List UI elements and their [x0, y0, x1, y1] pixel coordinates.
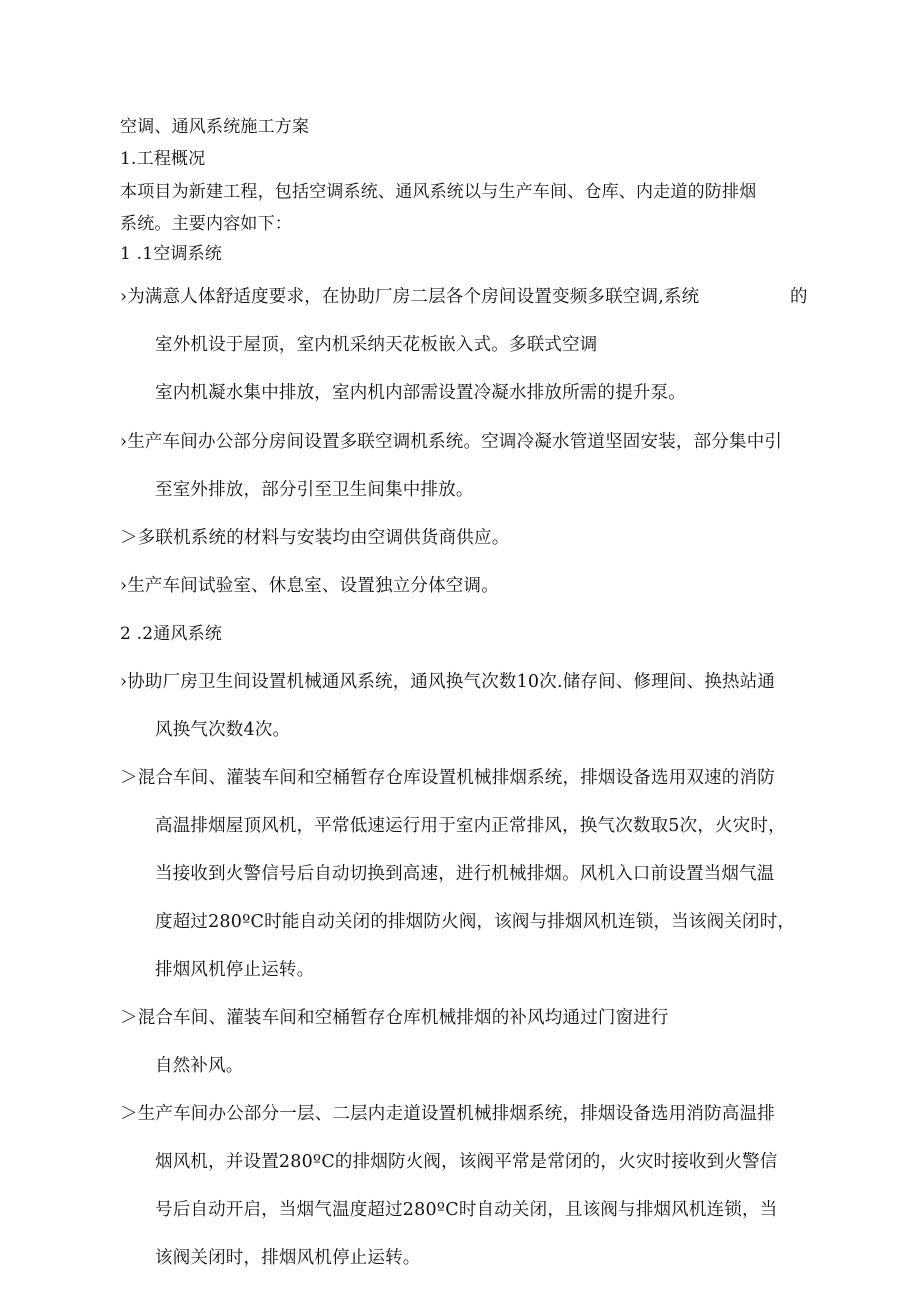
- list-item-line: ＞多联机系统的材料与安装均由空调供货商供应。: [120, 528, 510, 548]
- document-title: 空调、通风系统施工方案: [120, 117, 310, 137]
- section-heading-ac: 1 .1空调系统: [120, 244, 223, 264]
- list-item-line: 风换气次数4次。: [155, 720, 291, 740]
- intro-paragraph-line: 系统。主要内容如下：: [120, 214, 292, 234]
- list-item-line: 号后自动开启，当烟气温度超过280ºC时自动关闭，且该阀与排烟风机连锁，当: [155, 1200, 778, 1220]
- list-item-line: ›生产车间办公部分房间设置多联空调机系统。空调冷凝水管道坚固安装，部分集中引: [120, 432, 783, 452]
- section-heading-ventilation: 2 .2通风系统: [120, 624, 223, 644]
- list-item-line: ＞生产车间办公部分一层、二层内走道设置机械排烟系统，排烟设备选用消防高温排: [120, 1104, 775, 1124]
- list-item-line: 的: [790, 287, 808, 307]
- list-item-line: 高温排烟屋顶风机，平常低速运行用于室内正常排风，换气次数取5次，火灾时，: [155, 816, 786, 836]
- list-item-line: ＞混合车间、灌装车间和空桶暂存仓库机械排烟的补风均通过门窗进行: [120, 1008, 669, 1028]
- list-item-line: 室内机凝水集中排放，室内机内部需设置冷凝水排放所需的提升泵。: [155, 383, 686, 403]
- list-item-line: ＞混合车间、灌装车间和空桶暂存仓库设置机械排烟系统，排烟设备选用双速的消防: [120, 768, 775, 788]
- list-item-line: 排烟风机停止运转。: [155, 960, 315, 980]
- list-item-line: 室外机设于屋顶，室内机采纳天花板嵌入式。多联式空调: [155, 335, 598, 355]
- list-item-line: 当接收到火警信号后自动切换到高速，进行机械排烟。风机入口前设置当烟气温: [155, 864, 775, 884]
- list-item-line: 至室外排放，部分引至卫生间集中排放。: [155, 480, 474, 500]
- list-item-line: ›协助厂房卫生间设置机械通风系统，通风换气次数10次.储存间、修理间、换热站通: [120, 672, 776, 692]
- list-item-line: ›生产车间试验室、休息室、设置独立分体空调。: [120, 576, 499, 596]
- list-item-line: 该阀关闭时，排烟风机停止运转。: [155, 1248, 421, 1268]
- intro-paragraph-line: 本项目为新建工程，包括空调系统、通风系统以与生产车间、仓库、内走道的防排烟: [120, 182, 757, 202]
- list-item-line: 度超过280ºC时能自动关闭的排烟防火阀，该阀与排烟风机连锁，当该阀关闭时，: [155, 912, 796, 932]
- list-item-line: 自然补风。: [155, 1056, 244, 1076]
- list-item-line: ›为满意人体舒适度要求，在协助厂房二层各个房间设置变频多联空调,系统: [120, 287, 700, 307]
- section-heading-overview: 1.工程概况: [120, 149, 206, 169]
- list-item-line: 烟风机，并设置280ºC的排烟防火阀，该阀平常是常闭的，火灾时接收到火警信: [155, 1152, 778, 1172]
